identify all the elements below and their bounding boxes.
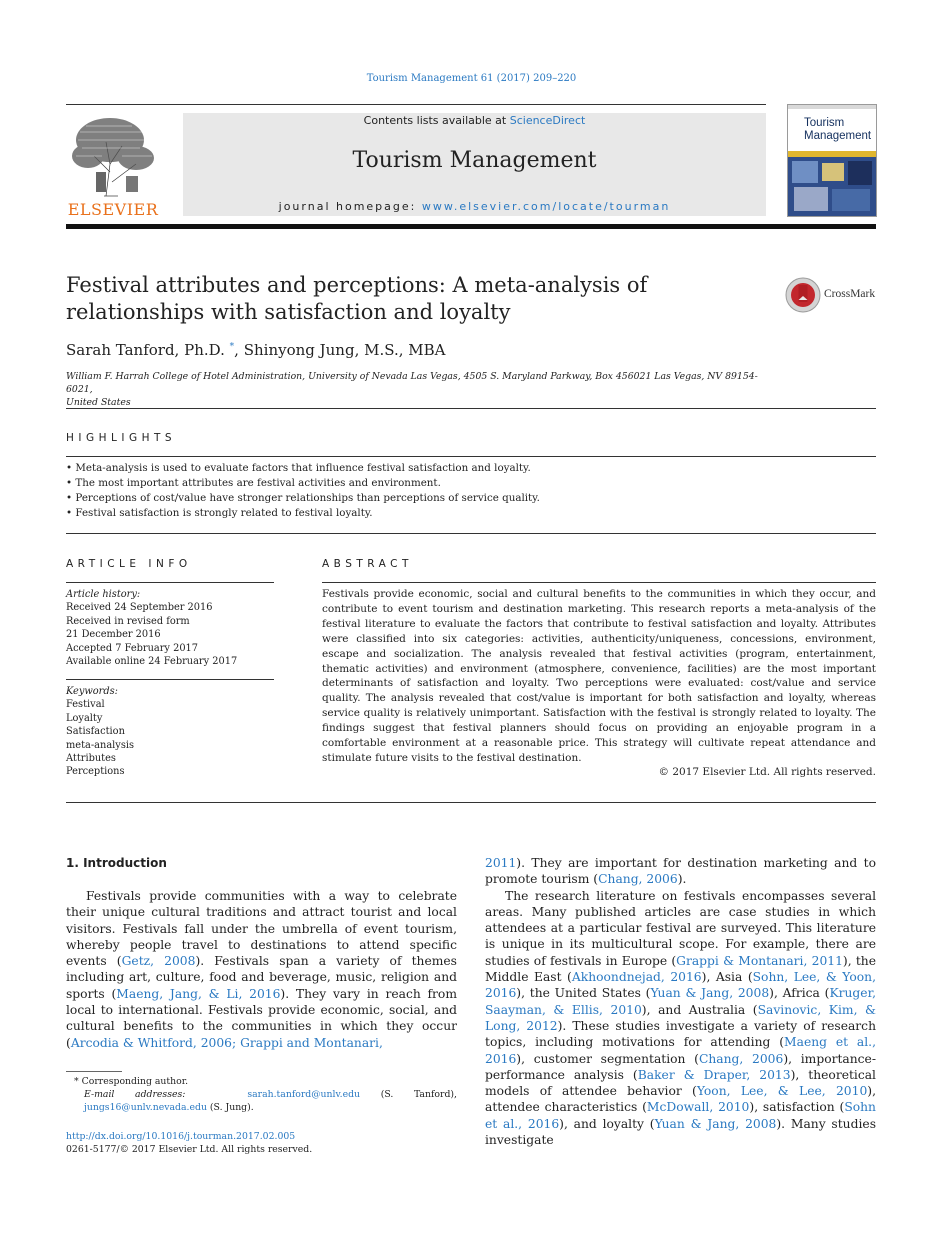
citation-link[interactable]: Getz, 2008	[121, 954, 196, 969]
author-affiliation	[66, 370, 766, 409]
body-text: ), Asia (	[701, 970, 753, 985]
body-text: ). They vary in reach from local to international. Festivals provide economic, social, and cultural benefits to the communities in which they occur (	[66, 986, 457, 1050]
highlight-item: • The most important attributes are festival activities and environment.	[66, 477, 441, 489]
homepage-prefix: journal homepage:	[278, 200, 422, 213]
body-text: ). These studies investigate a variety of research topics, including motivations for attending (	[485, 1018, 876, 1050]
highlight-item: • Perceptions of cost/value have stronger relationships than perceptions of service quality.	[66, 492, 540, 504]
highlights-heading: HIGHLIGHTS	[66, 432, 177, 444]
intro-right-column	[485, 855, 876, 1148]
citation-link[interactable]: Akhoondnejad, 2016	[571, 970, 702, 985]
email-link-jung[interactable]: jungs16@unlv.nevada.edu	[84, 1102, 207, 1113]
body-text: ). They are important for destination marketing and to promote tourism (	[485, 856, 876, 887]
email-owner: (S. Tanford),	[380, 1089, 457, 1100]
author-1: Sarah Tanford, Ph.D.	[66, 341, 225, 359]
citation-link[interactable]: Chang, 2006	[598, 872, 678, 887]
email-note	[66, 1088, 457, 1114]
article-history	[66, 588, 281, 668]
article-info-heading: ARTICLE INFO	[66, 558, 192, 570]
body-text: ), and loyalty (	[559, 1116, 655, 1131]
journal-cover-thumbnail[interactable]	[787, 104, 877, 217]
journal-homepage-line	[183, 200, 766, 213]
body-text: ), customer segmentation (	[516, 1051, 699, 1066]
keywords-block	[66, 685, 281, 779]
highlight-item: • Festival satisfaction is strongly related to festival loyalty.	[66, 507, 373, 519]
body-text: ), the Middle East (	[485, 953, 876, 985]
history-line: 21 December 2016	[66, 629, 161, 641]
citation-link[interactable]: Maeng et al., 2016	[485, 1035, 876, 1066]
abstract-rule	[322, 582, 876, 583]
article-info-rule	[66, 582, 274, 583]
keyword: meta-analysis	[66, 739, 135, 751]
keywords-rule	[66, 679, 274, 680]
highlight-text: Festival satisfaction is strongly related to festival loyalty.	[75, 507, 373, 519]
citation-link[interactable]: 2011	[485, 856, 517, 870]
affiliation-line1: William F. Harrah College of Hotel Administration, University of Nevada Las Vegas, 4505 S. Maryland Parkway, Box 456021 Las Vegas, NV 89154-6021,	[66, 371, 758, 395]
cover-title	[804, 117, 871, 143]
citation-link[interactable]: Yuan & Jang, 2008	[650, 986, 770, 1001]
body-text: ), satisfaction (	[749, 1100, 845, 1115]
corresponding-text: Corresponding author.	[81, 1076, 189, 1087]
keywords-label: Keywords:	[66, 686, 118, 697]
body-text: ), and Australia (	[641, 1002, 758, 1017]
citation-link[interactable]: Kruger, Saayman, & Ellis, 2010	[485, 986, 877, 1017]
corresponding-author-mark[interactable]: *	[229, 342, 235, 352]
body-text: ), importance-performance analysis (	[485, 1051, 876, 1082]
contents-prefix: Contents lists available at	[363, 114, 510, 127]
keyword: Satisfaction	[66, 726, 125, 738]
sciencedirect-link[interactable]: ScienceDirect	[509, 114, 586, 127]
footnote-mark: *	[74, 1076, 79, 1087]
journal-homepage-link[interactable]: www.elsevier.com/locate/tourman	[421, 200, 671, 213]
highlights-bottom-rule	[66, 533, 876, 534]
footnote-rule	[66, 1071, 122, 1072]
intro-paragraph	[485, 888, 876, 1149]
history-line: Available online 24 February 2017	[66, 656, 238, 668]
highlight-item: • Meta-analysis is used to evaluate factors that influence festival satisfaction and loyalty.	[66, 462, 531, 474]
citation-link[interactable]: Yuan & Jang, 2008	[654, 1116, 777, 1131]
corresponding-author-note	[66, 1075, 457, 1088]
history-line: Received in revised form	[66, 615, 190, 627]
crossmark-button[interactable]	[784, 276, 879, 314]
journal-reference-link[interactable]: Tourism Management 61 (2017) 209–220	[366, 73, 577, 84]
front-matter-bottom-rule	[66, 802, 876, 803]
body-text: ). Festivals span a variety of themes including art, culture, food and beverage, music, religion and sports (	[66, 954, 457, 1001]
keyword: Perceptions	[66, 766, 125, 778]
contents-availability-line	[183, 114, 766, 127]
body-text: ), theoretical models of attendee behavior (	[485, 1067, 876, 1099]
email-label: E-mail addresses:	[84, 1089, 186, 1100]
email-owner: (S. Jung).	[209, 1102, 254, 1113]
cover-title-line1: Tourism	[804, 117, 845, 129]
header-top-rule	[66, 104, 766, 105]
keyword: Attributes	[66, 753, 116, 765]
citation-link[interactable]: Savinovic, Kim, & Long, 2012	[485, 1002, 876, 1033]
keyword: Loyalty	[66, 712, 103, 724]
abstract-heading: ABSTRACT	[322, 558, 413, 570]
citation-link[interactable]: Sohn, Lee, & Yoon, 2016	[485, 970, 876, 1001]
body-text: ).	[677, 872, 687, 887]
body-text: ), the United States (	[516, 986, 651, 1001]
history-line: Accepted 7 February 2017	[66, 642, 199, 654]
citation-link[interactable]: Chang, 2006	[698, 1051, 784, 1066]
author-2: , Shinyong Jung, M.S., MBA	[234, 341, 446, 359]
body-text: ), Africa (	[769, 986, 830, 1001]
crossmark-icon	[784, 276, 822, 314]
intro-left-column	[66, 888, 457, 1051]
highlight-text: Perceptions of cost/value have stronger relationships than perceptions of service quality.	[75, 492, 540, 504]
doi-link[interactable]: http://dx.doi.org/10.1016/j.tourman.2017.02.005	[66, 1131, 296, 1142]
issn-copyright: 0261-5177/© 2017 Elsevier Ltd. All rights reserved.	[66, 1144, 313, 1155]
highlights-top-rule	[66, 408, 876, 409]
citation-link[interactable]: McDowall, 2010	[646, 1100, 750, 1115]
elsevier-wordmark: ELSEVIER	[67, 200, 159, 219]
history-label: Article history:	[66, 589, 141, 600]
body-text: The research literature on festivals encompasses several areas. Many published articles are case studies in which attendees at a particular festival are surveyed. This literature is unique in its multicultural scope. For example, there are studies of festivals in Europe (	[485, 888, 876, 968]
history-line: Received 24 September 2016	[66, 602, 213, 614]
section-heading-introduction: 1. Introduction	[66, 856, 167, 870]
article-title: Festival attributes and perceptions: A meta-analysis of relationships with satisfaction and loyalty	[66, 273, 648, 324]
highlight-text: The most important attributes are festival activities and environment.	[75, 477, 441, 489]
highlights-list	[66, 461, 876, 521]
affiliation-line2: United States	[66, 397, 131, 408]
citation-link[interactable]: Grappi & Montanari, 2011	[676, 953, 843, 968]
author-list	[66, 341, 446, 359]
crossmark-label: CrossMark	[824, 288, 876, 300]
citation-link[interactable]: Maeng, Jang, & Li, 2016	[116, 986, 281, 1001]
email-link-tanford[interactable]: sarah.tanford@unlv.edu	[247, 1089, 361, 1100]
journal-name: Tourism Management	[352, 148, 597, 173]
citation-link[interactable]: Baker & Draper, 2013	[637, 1067, 791, 1082]
footnotes	[66, 1075, 457, 1114]
highlights-heading-rule	[66, 456, 876, 457]
keyword: Festival	[66, 699, 105, 711]
citation-link[interactable]: Yoon, Lee, & Lee, 2010	[696, 1084, 868, 1099]
cover-title-line2: Management	[804, 130, 872, 142]
abstract-copyright: © 2017 Elsevier Ltd. All rights reserved.	[658, 766, 876, 778]
header-bottom-rule	[66, 224, 876, 229]
body-text: ), attendee characteristics (	[485, 1084, 876, 1115]
intro-paragraph	[485, 855, 876, 888]
citation-link[interactable]: Arcodia & Whitford, 2006; Grappi and Montanari,	[70, 1035, 383, 1050]
body-text: Festivals provide communities with a way to celebrate their unique cultural traditions and attract tourist and local visitors. Festivals fall under the umbrella of event tourism, whereby people travel to destinations to attend specific events (	[66, 889, 457, 969]
abstract-text: Festivals provide economic, social and cultural benefits to the communities in which they occur, and contribute to event tourism and destination marketing. This research reports a meta-analysis of the festival literature to evaluate the factors that contribute to festival satisfaction and loyalty. Attributes were classified into six categories: activities, authenticity/uniqueness, concessions, environment, escape and socialization. The analysis revealed that festival activities (program, entertainment, thematic activities) and environment (atmosphere, convenience, facilities) are the most important determinants of satisfaction and loyalty. Two perceptions were evaluated: cost/value and service quality. The analysis revealed that cost/value is important for both satisfaction and loyalty, whereas service quality is relatively unimportant. Satisfaction with the festival is strongly related to loyalty. The findings suggest that festival planners should focus on providing an enjoyable program in a comfortable environment at a reasonable price. This strategy will cultivate repeat attendance and stimulate future visits to the festival destination.	[322, 588, 876, 764]
highlight-text: Meta-analysis is used to evaluate factors that influence festival satisfaction and loyalty.	[75, 462, 531, 474]
body-text: ). Many studies investigate	[485, 1116, 876, 1148]
citation-link[interactable]: Sohn et al., 2016	[485, 1100, 876, 1131]
